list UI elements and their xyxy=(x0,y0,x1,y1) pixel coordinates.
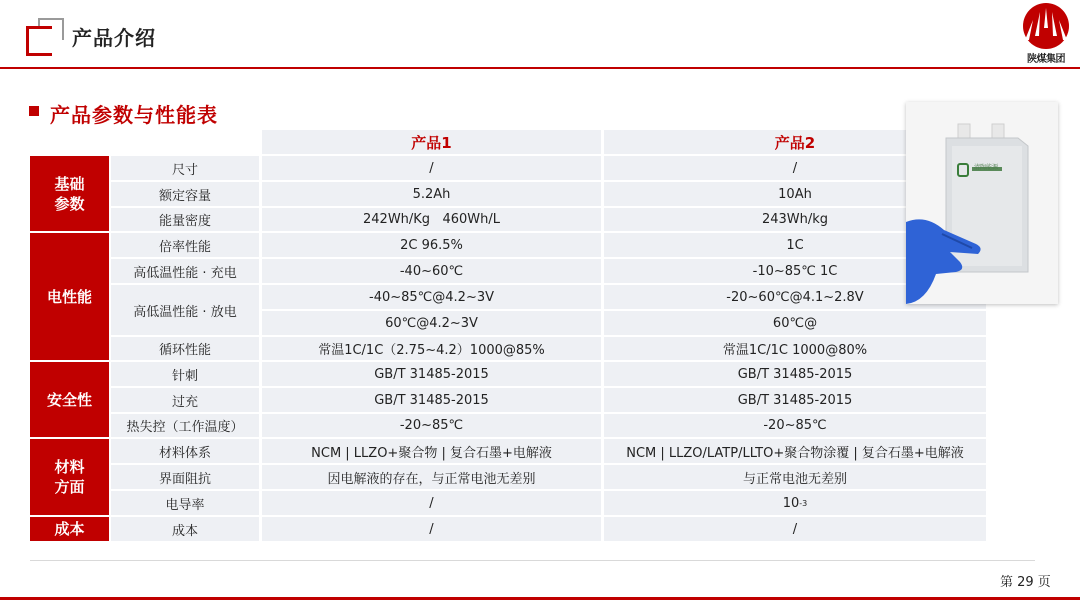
product1-value: 因电解液的存在，与正常电池无差别 xyxy=(262,465,601,489)
category-basic xyxy=(30,156,109,231)
product2-value: 1C xyxy=(604,233,986,257)
product2-value: GB/T 31485-2015 xyxy=(604,388,986,412)
product2-value: / xyxy=(604,517,986,541)
row-label: 过充 xyxy=(111,388,259,412)
section-title: 产品参数与性能表 xyxy=(50,103,218,127)
logo-text: 陕煤集团 xyxy=(1027,54,1065,65)
product2-value: NCM | LLZO/LATP/LLTO+聚合物涂覆 | 复合石墨+电解液 xyxy=(604,439,986,463)
row-label: 能量密度 xyxy=(111,208,259,231)
footer-divider xyxy=(30,560,1035,561)
conductivity-base: 10 xyxy=(782,495,800,511)
row-label: 高低温性能 · 充电 xyxy=(111,259,259,283)
product2-value: 243Wh/kg xyxy=(604,208,986,231)
row-label: 尺寸 xyxy=(111,156,259,180)
product2-value: GB/T 31485-2015 xyxy=(604,362,986,386)
battery-photo xyxy=(906,102,1058,304)
category-label: 成本 xyxy=(54,520,85,538)
product1-value: 5.2Ah xyxy=(262,182,601,206)
column-header-product2: 产品2 xyxy=(604,130,986,154)
row-label: 热失控（工作温度） xyxy=(111,414,259,437)
product2-value: 60℃@ xyxy=(604,311,986,335)
product1-value: -40~85℃@4.2~3V xyxy=(262,285,601,309)
product2-value: -10~85℃ 1C xyxy=(604,259,986,283)
category-electrical xyxy=(30,233,109,360)
row-label: 额定容量 xyxy=(111,182,259,206)
battery-illustration xyxy=(906,102,1058,304)
row-label: 成本 xyxy=(111,517,259,541)
category-cost xyxy=(30,517,109,541)
row-label: 倍率性能 xyxy=(111,233,259,257)
product1-value: -20~85℃ xyxy=(262,414,601,437)
page-number: 第 29 页 xyxy=(1000,575,1051,590)
product1-value: 常温1C/1C（2.75~4.2）1000@85% xyxy=(262,337,601,360)
product1-value: GB/T 31485-2015 xyxy=(262,362,601,386)
product1-value: GB/T 31485-2015 xyxy=(262,388,601,412)
product2-value: / xyxy=(604,156,986,180)
page-title: 产品介绍 xyxy=(72,26,156,50)
category-material xyxy=(30,439,109,515)
section-bullet xyxy=(29,106,39,116)
product1-value: NCM | LLZO+聚合物 | 复合石墨+电解液 xyxy=(262,439,601,463)
product1-value: 60℃@4.2~3V xyxy=(262,311,601,335)
row-label: 材料体系 xyxy=(111,439,259,463)
footer-bar xyxy=(0,597,1080,600)
product1-value: 242Wh/Kg 460Wh/L xyxy=(262,208,601,231)
product2-value: 常温1C/1C 1000@80% xyxy=(604,337,986,360)
category-label: 参数 xyxy=(54,194,85,213)
category-label: 基础 xyxy=(54,174,85,193)
row-label: 界面阻抗 xyxy=(111,465,259,489)
row-label: 高低温性能 · 放电 xyxy=(111,285,259,335)
product1-value: / xyxy=(262,517,601,541)
product1-value: -40~60℃ xyxy=(262,259,601,283)
category-label: 材料 xyxy=(54,458,85,476)
product2-value xyxy=(604,491,986,515)
product1-value: / xyxy=(262,156,601,180)
product2-value: 与正常电池无差别 xyxy=(604,465,986,489)
product2-value: -20~60℃@4.1~2.8V xyxy=(604,285,986,309)
header-divider xyxy=(0,67,1080,69)
product2-value: 10Ah xyxy=(604,182,986,206)
product1-value: 2C 96.5% xyxy=(262,233,601,257)
row-label: 循环性能 xyxy=(111,337,259,360)
category-label: 安全性 xyxy=(46,390,92,409)
row-label: 电导率 xyxy=(111,491,259,515)
category-label: 电性能 xyxy=(46,287,92,306)
column-header-product1: 产品1 xyxy=(262,130,601,154)
row-label: 针刺 xyxy=(111,362,259,386)
product2-value: -20~85℃ xyxy=(604,414,986,437)
photo-caption: 清陶能源 xyxy=(974,164,999,171)
category-safety xyxy=(30,362,109,437)
conductivity-exponent: -3 xyxy=(799,498,808,508)
product1-value: / xyxy=(262,491,601,515)
category-label: 方面 xyxy=(54,478,85,496)
header-logo-mark xyxy=(26,18,64,56)
